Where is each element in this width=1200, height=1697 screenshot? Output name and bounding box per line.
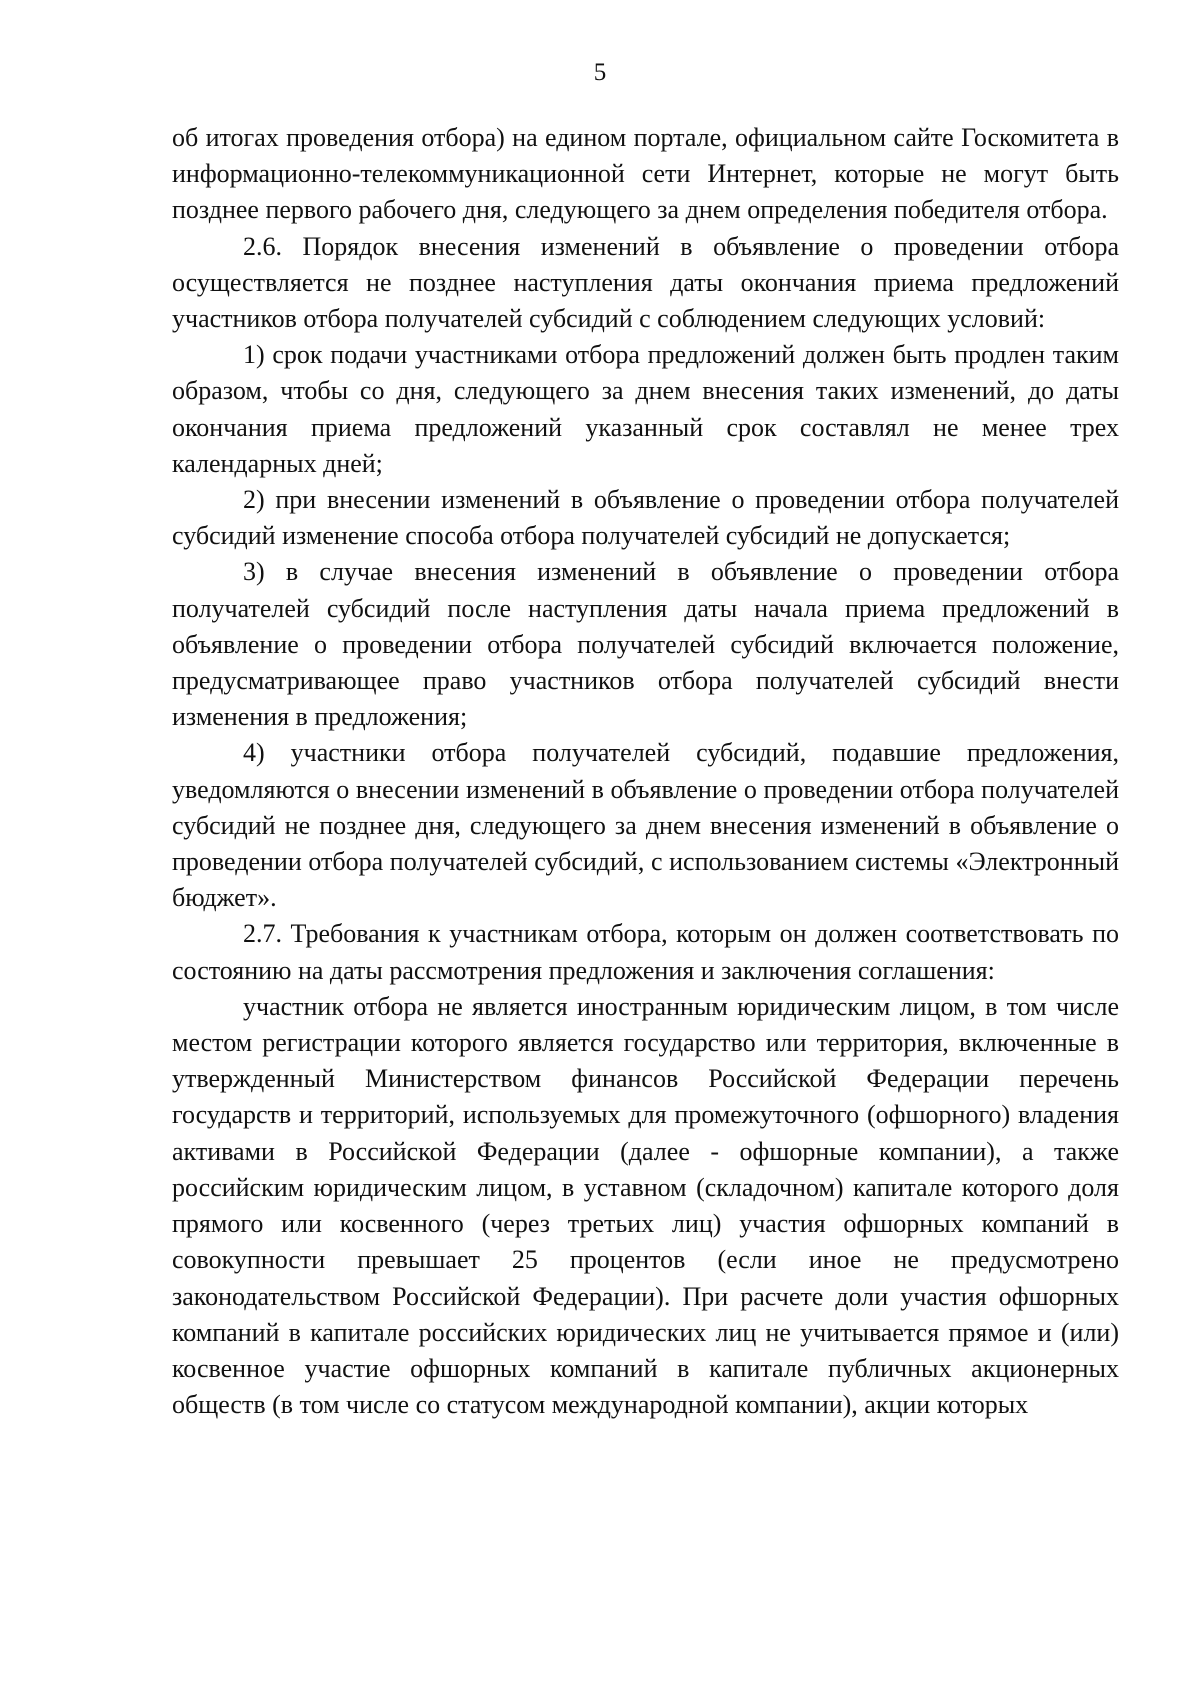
paragraph-requirement: участник отбора не является иностранным юридическим лицом, в том числе местом регистрации которого является государство или территория, включенные в утвержденный Министерством финансов Российской Федерации перечень государств и территорий, используемых для промежуточного (офшорного) владения активами в Российской Федерации (далее - офшорные компании), а также российским юридическим лицом, в уставном (складочном) капитале которого доля прямого или косвенного (через третьих лиц) участия офшорных компаний в совокупности превышает 25 процентов (если иное не предусмотрено законодательством Российской Федерации). При расчете доли участия офшорных компаний в капитале российских юридических лиц не учитывается прямое и (или) косвенное участие офшорных компаний в капитале публичных акционерных обществ (в том числе со статусом международной компании), акции которых — [172, 991, 1119, 1420]
document-body — [172, 120, 1119, 1423]
paragraph-item-3: 3) в случае внесения изменений в объявление о проведении отбора получателей субсидий после наступления даты начала приема предложений в объявление о проведении отбора получателей субсидий включается положение, предусматривающее право участников отбора получателей субсидий внести изменения в предложения; — [172, 557, 1119, 732]
paragraph-item-2: 2) при внесении изменений в объявление о проведении отбора получателей субсидий изменение способа отбора получателей субсидий не допускается; — [172, 485, 1119, 551]
paragraph-2-6: 2.6. Порядок внесения изменений в объявление о проведении отбора осуществляется не позднее наступления даты окончания приема предложений участников отбора получателей субсидий с соблюдением следующих условий: — [172, 231, 1119, 334]
paragraph-continuation: об итогах проведения отбора) на едином портале, официальном сайте Госкомитета в информационно-телекоммуникационной сети Интернет, которые не могут быть позднее первого рабочего дня, следующего за днем определения победителя отбора. — [172, 123, 1119, 225]
paragraph-2-7: 2.7. Требования к участникам отбора, которым он должен соответствовать по состоянию на даты рассмотрения предложения и заключения соглашения: — [172, 919, 1119, 985]
paragraph-item-4: 4) участники отбора получателей субсидий, подавшие предложения, уведомляются о внесении изменений в объявление о проведении отбора получателей субсидий не позднее дня, следующего за днем внесения изменений в объявление о проведении отбора получателей субсидий, с использованием системы «Электронный бюджет». — [172, 738, 1119, 913]
page-number: 5 — [593, 59, 607, 86]
paragraph-item-1: 1) срок подачи участниками отбора предложений должен быть продлен таким образом, чтобы со дня, следующего за днем внесения таких изменений, до даты окончания приема предложений указанный срок составлял не менее трех календарных дней; — [172, 340, 1119, 478]
